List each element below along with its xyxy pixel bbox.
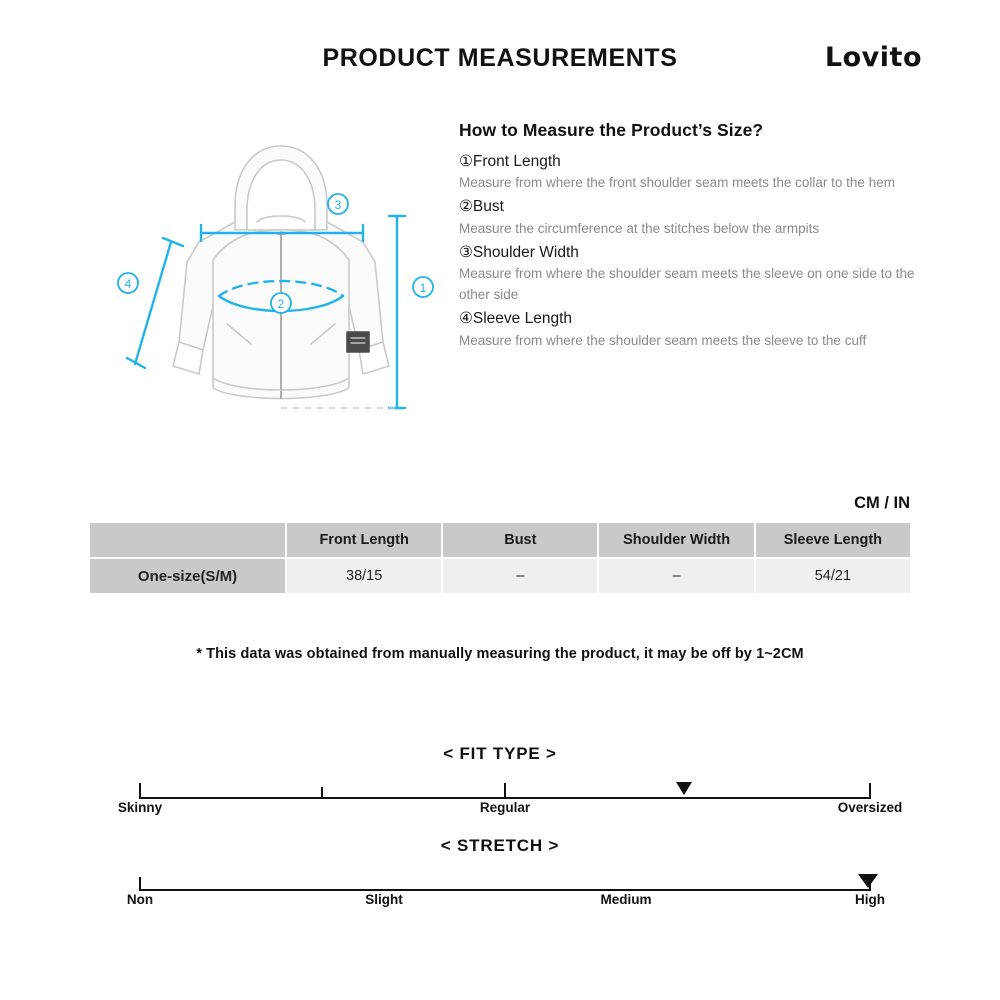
- stretch-label-slight: Slight: [365, 892, 403, 907]
- table-cell-front-length: 38/15: [287, 559, 441, 593]
- measure-item-title-sleeve-length: ④Sleeve Length: [459, 310, 573, 328]
- how-to-measure-heading: How to Measure the Product’s Size?: [459, 120, 764, 140]
- units-label: CM / IN: [854, 494, 910, 512]
- table-header-front-length: Front Length: [287, 523, 441, 557]
- measure-item-desc-front-length: Measure from where the front shoulder seam meets the collar to the hem: [459, 175, 895, 191]
- measurement-disclaimer: * This data was obtained from manually measuring the product, it may be off by 1~2CM: [196, 646, 804, 662]
- measure-item-title-shoulder-width: ③Shoulder Width: [459, 243, 579, 261]
- stretch-scale: [0, 836, 1000, 912]
- fit-type-label-regular: Regular: [479, 800, 531, 815]
- table-row-label-one-size: One-size(S/M): [90, 559, 285, 593]
- brand-logo: Lovito: [824, 42, 922, 73]
- stretch-marker: [858, 874, 878, 888]
- size-table: [88, 521, 912, 595]
- table-row: [90, 559, 910, 593]
- table-header-sleeve-length: Sleeve Length: [756, 523, 910, 557]
- svg-text:4: 4: [124, 277, 132, 291]
- stretch-label-non: Non: [126, 892, 154, 907]
- fit-type-marker: [676, 782, 692, 795]
- table-header-corner: [90, 523, 285, 557]
- svg-text:2: 2: [277, 297, 285, 311]
- fit-type-title: < FIT TYPE >: [443, 744, 557, 763]
- table-cell-bust: –: [443, 559, 597, 593]
- measure-item-desc-sleeve-length: Measure from where the shoulder seam meets the sleeve to the cuff: [459, 332, 867, 348]
- measure-item-desc-shoulder-width: Measure from where the shoulder seam meets the sleeve on one side to the other side: [459, 266, 915, 303]
- fit-type-scale-svg: [88, 764, 912, 800]
- table-header-shoulder-width: Shoulder Width: [599, 523, 753, 557]
- svg-text:3: 3: [334, 198, 342, 212]
- stretch-label-high: High: [855, 892, 885, 907]
- jacket-diagram-svg: [95, 110, 455, 440]
- jacket-measurement-diagram: [95, 110, 455, 440]
- page-title: PRODUCT MEASUREMENTS: [322, 44, 678, 72]
- svg-text:1: 1: [419, 281, 427, 295]
- table-cell-shoulder-width: –: [599, 559, 753, 593]
- stretch-title: < STRETCH >: [440, 836, 560, 855]
- table-cell-sleeve-length: 54/21: [756, 559, 910, 593]
- fit-type-scale: [0, 744, 1000, 820]
- fit-type-labels: [88, 800, 912, 820]
- how-to-measure-section: [459, 120, 929, 353]
- stretch-label-medium: Medium: [600, 892, 652, 907]
- measure-item-desc-bust: Measure the circumference at the stitches below the armpits: [459, 220, 820, 236]
- stretch-scale-svg: [88, 856, 912, 892]
- measure-item-title-bust: ②Bust: [459, 198, 504, 216]
- stretch-labels: [88, 892, 912, 912]
- table-header-bust: Bust: [443, 523, 597, 557]
- table-header-row: [90, 523, 910, 557]
- fit-type-label-oversized: Oversized: [837, 800, 903, 815]
- fit-type-label-skinny: Skinny: [117, 800, 163, 815]
- measure-item-title-front-length: ①Front Length: [459, 153, 561, 170]
